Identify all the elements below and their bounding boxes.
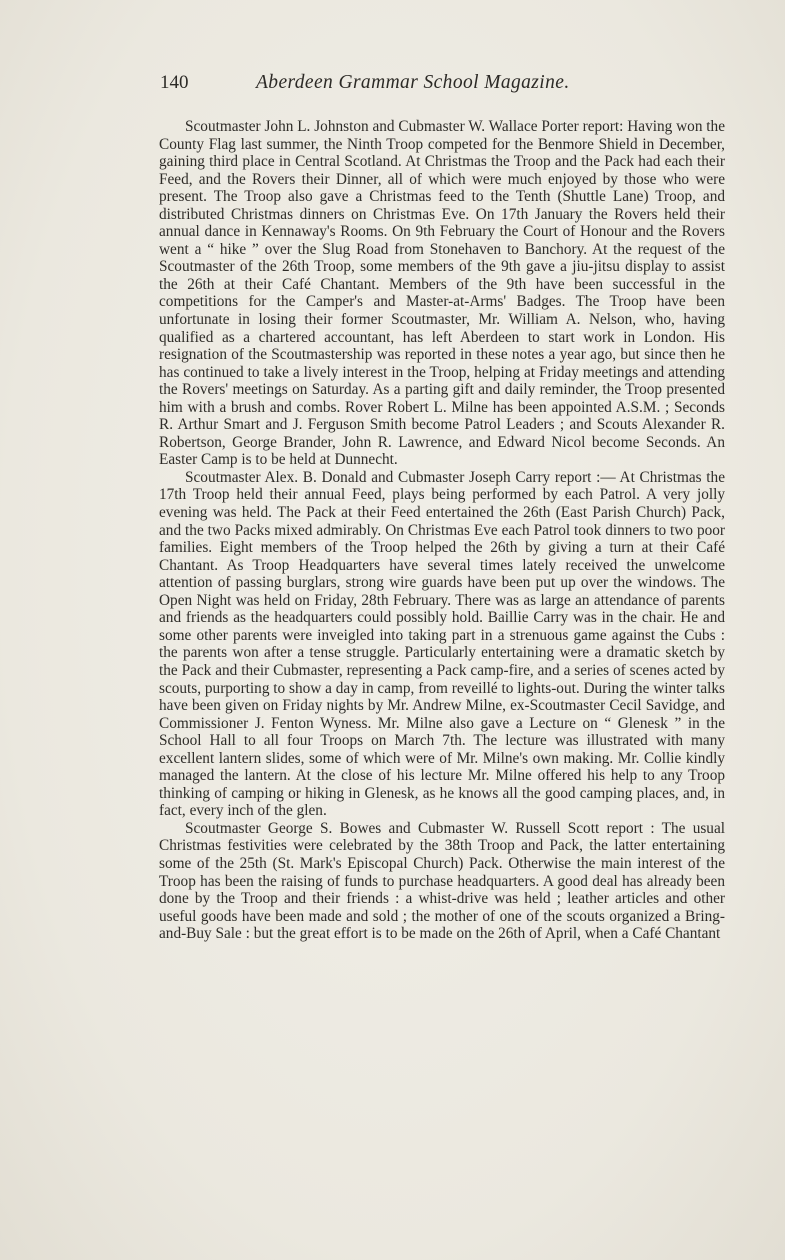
paragraph-seventeenth-troop-report: Scoutmaster Alex. B. Donald and Cubmaster Joseph Carry report :— At Christmas the 17th Troop held their annual Feed, plays being performed by each Patrol. A very jolly evening was held. The Pack at their Feed entertained the 26th (East Parish Church) Pack, and the two Packs mixed admirably. On Christmas Eve each Patrol took dinners to two poor families. Eight members of the Troop helped the 26th by giving a turn at their Café Chantant. As Troop Headquarters have several times lately received the unwelcome attention of passing burglars, strong wire guards have been put up over the windows. The Open Night was held on Friday, 28th February. There was as large an attendance of parents and friends as the headquarters could possibly hold. Baillie Carry was in the chair. He and some other parents were inveigled into taking part in a strenuous game against the Cubs : the parents won after a tense struggle. Particularly entertaining were a dramatic sketch by the Pack and their Cubmaster, representing a Pack camp-fire, and a series of scenes acted by scouts, purporting to show a day in camp, from reveillé to lights-out. During the winter talks have been given on Friday nights by Mr. Andrew Milne, ex-Scoutmaster Cecil Savidge, and Commissioner J. Fenton Wyness. Mr. Milne also gave a Lecture on “ Glenesk ” in the School Hall to all four Troops on March 7th. The lecture was illustrated with many excellent lantern slides, some of which were of Mr. Milne's own making. Mr. Collie kindly managed the lantern. At the close of his lecture Mr. Milne offered his help to any Troop thinking of camping or hiking in Glenesk, as he knows all the good camping places, and, in fact, every inch of the glen. — [159, 468, 725, 820]
paragraph-ninth-troop-report: Scoutmaster John L. Johnston and Cubmaster W. Wallace Porter report: Having won the County Flag last summer, the Ninth Troop competed for the Benmore Shield in December, gaining third place in Central Scotland. At Christmas the Troop and the Pack had each their Feed, and the Rovers their Dinner, all of which were much enjoyed by those who were present. The Troop also gave a Christmas feed to the Tenth (Shuttle Lane) Troop, and distributed Christmas dinners on Christmas Eve. On 17th January the Rovers held their annual dance in Kennaway's Rooms. On 9th February the Court of Honour and the Rovers went a “ hike ” over the Slug Road from Stonehaven to Banchory. At the request of the Scoutmaster of the 26th Troop, some members of the 9th gave a jiu-jitsu display to assist the 26th at their Café Chantant. Members of the 9th have been successful in the competitions for the Camper's and Master-at-Arms' Badges. The Troop have been unfortunate in losing their former Scoutmaster, Mr. William A. Nelson, who, having qualified as a chartered accountant, has left Aberdeen to start work in London. His resignation of the Scoutmastership was reported in these notes a year ago, but since then he has continued to take a lively interest in the Troop, helping at Friday meetings and attending the Rovers' meetings on Saturday. As a parting gift and daily reminder, the Troop presented him with a brush and combs. Rover Robert L. Milne has been appointed A.S.M. ; Seconds R. Arthur Smart and J. Ferguson Smith become Patrol Leaders ; and Scouts Alexander R. Robertson, George Brander, John R. Lawrence, and Edward Nicol become Seconds. An Easter Camp is to be held at Dunnecht. — [159, 118, 725, 469]
paragraph-thirty-eighth-troop-report: Scoutmaster George S. Bowes and Cubmaster W. Russell Scott report : The usual Christmas festivities were celebrated by the 38th Troop and Pack, the latter entertaining some of the 25th (St. Mark's Episcopal Church) Pack. Otherwise the main interest of the Troop has been the raising of funds to purchase headquarters. A good deal has already been done by the Troop and their friends : a whist-drive was held ; leather articles and other useful goods have been made and sold ; the mother of one of the scouts organized a Bring-and-Buy Sale : but the great effort is to be made on the 26th of April, when a Café Chantant — [159, 819, 725, 943]
running-header — [160, 72, 660, 102]
page-number: 140 — [160, 72, 189, 93]
running-title: Aberdeen Grammar School Magazine. — [256, 72, 570, 93]
article-body — [159, 118, 725, 943]
